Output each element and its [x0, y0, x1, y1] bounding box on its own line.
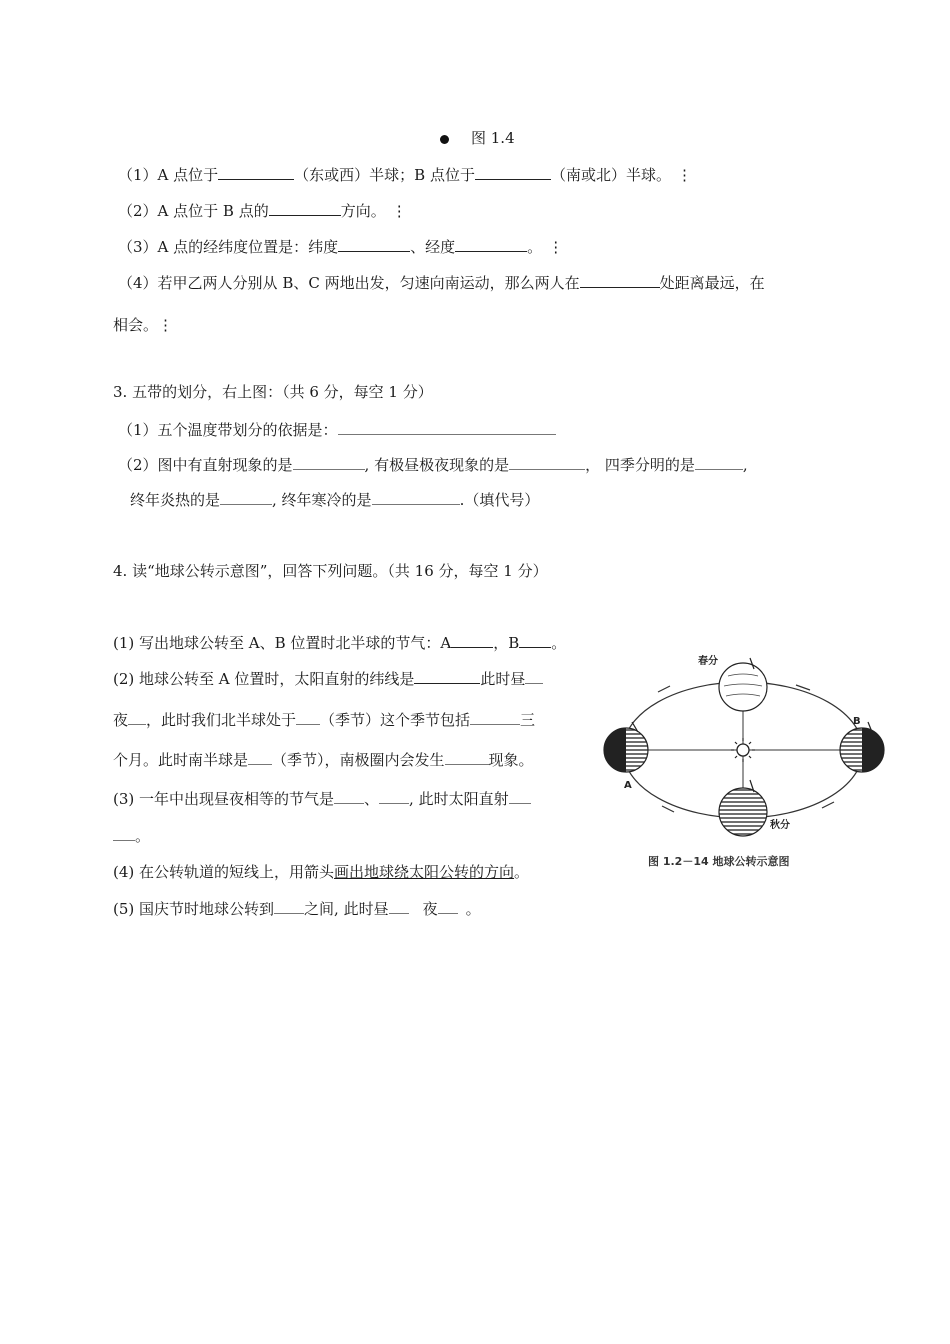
- q4-line-6: 。: [113, 826, 150, 846]
- earth-position-b: [840, 722, 884, 772]
- blank[interactable]: [113, 826, 135, 841]
- q4-line-1: (1) 写出地球公转至 A、B 位置时北半球的节气：A ，B 。: [113, 634, 567, 652]
- q3-line-3: 终年炎热的是 , 终年寒冷的是 .（填代号）: [130, 491, 540, 509]
- blank[interactable]: [414, 669, 480, 684]
- label-a: A: [624, 780, 632, 791]
- blank[interactable]: [274, 899, 304, 914]
- q2-line-2: （2）A 点位于 B 点的 方向。 ⋮: [118, 202, 407, 220]
- q4-line-8: (5) 国庆节时地球公转到 之间, 此时昼 夜 。: [113, 900, 481, 918]
- earth-autumn-equinox: [719, 780, 767, 836]
- blank[interactable]: [451, 633, 493, 648]
- bullet-icon: [440, 135, 449, 144]
- q3-line-1: （1）五个温度带划分的依据是：: [118, 420, 556, 440]
- orbit-tick[interactable]: [658, 686, 670, 692]
- label-b: B: [853, 716, 861, 727]
- figure-caption: 图 1.2－14 地球公转示意图: [648, 855, 790, 868]
- q2-line-1: （1）A 点位于 （东或西）半球；B 点位于 （南或北）半球。 ⋮: [118, 166, 692, 184]
- blank[interactable]: [338, 237, 410, 252]
- q2-line-4: （4）若甲乙两人分别从 B、C 两地出发，匀速向南运动，那么两人在 处距离最远，在: [118, 274, 765, 292]
- earth-orbit-diagram: [600, 652, 890, 872]
- blank[interactable]: [580, 273, 660, 288]
- q4-line-5: (3) 一年中出现昼夜相等的节气是 、 , 此时太阳直射: [113, 789, 531, 809]
- q2-line-5: 相会。⋮: [113, 316, 174, 334]
- blank[interactable]: [338, 420, 556, 435]
- blank[interactable]: [218, 165, 294, 180]
- blank[interactable]: [455, 237, 527, 252]
- blank[interactable]: [379, 789, 409, 804]
- blank[interactable]: [438, 899, 458, 914]
- blank[interactable]: [509, 789, 531, 804]
- blank[interactable]: [248, 750, 272, 765]
- label-autumn: 秋分: [770, 820, 790, 831]
- q4-title: 4. 读“地球公转示意图”，回答下列问题。（共 16 分，每空 1 分）: [113, 562, 548, 580]
- orbit-tick[interactable]: [822, 802, 834, 808]
- q4-line-7: (4) 在公转轨道的短线上，用箭头画出地球绕太阳公转的方向。: [113, 863, 530, 881]
- blank[interactable]: [509, 455, 585, 470]
- orbit-tick[interactable]: [662, 806, 674, 812]
- earth-position-a: [604, 722, 648, 772]
- q3-title: 3. 五带的划分，右上图：（共 6 分，每空 1 分）: [113, 383, 433, 401]
- earth-spring-equinox: [719, 658, 767, 711]
- label-spring: 春分: [698, 656, 718, 667]
- blank[interactable]: [372, 490, 460, 505]
- blank[interactable]: [525, 669, 543, 684]
- blank[interactable]: [220, 490, 272, 505]
- q4-line-2: (2) 地球公转至 A 位置时，太阳直射的纬线是 此时昼: [113, 669, 543, 689]
- blank[interactable]: [445, 750, 489, 765]
- blank[interactable]: [389, 899, 409, 914]
- q4-line-3: 夜 ，此时我们北半球处于 （季节）这个季节包括 三: [113, 711, 536, 729]
- blank[interactable]: [293, 455, 365, 470]
- blank[interactable]: [519, 633, 551, 648]
- blank[interactable]: [695, 455, 743, 470]
- blank[interactable]: [470, 710, 520, 725]
- blank[interactable]: [269, 201, 341, 216]
- blank[interactable]: [475, 165, 551, 180]
- q3-line-2: （2）图中有直射现象的是 , 有极昼极夜现象的是 ， 四季分明的是 ,: [118, 456, 748, 474]
- figure-label: 图 1.4: [440, 128, 515, 148]
- q2-line-3: （3）A 点的经纬度位置是：纬度 、经度 。 ⋮: [118, 238, 564, 256]
- blank[interactable]: [296, 710, 320, 725]
- blank[interactable]: [334, 789, 364, 804]
- q4-line-4: 个月。此时南半球是 （季节），南极圈内会发生 现象。: [113, 751, 534, 769]
- blank[interactable]: [128, 710, 146, 725]
